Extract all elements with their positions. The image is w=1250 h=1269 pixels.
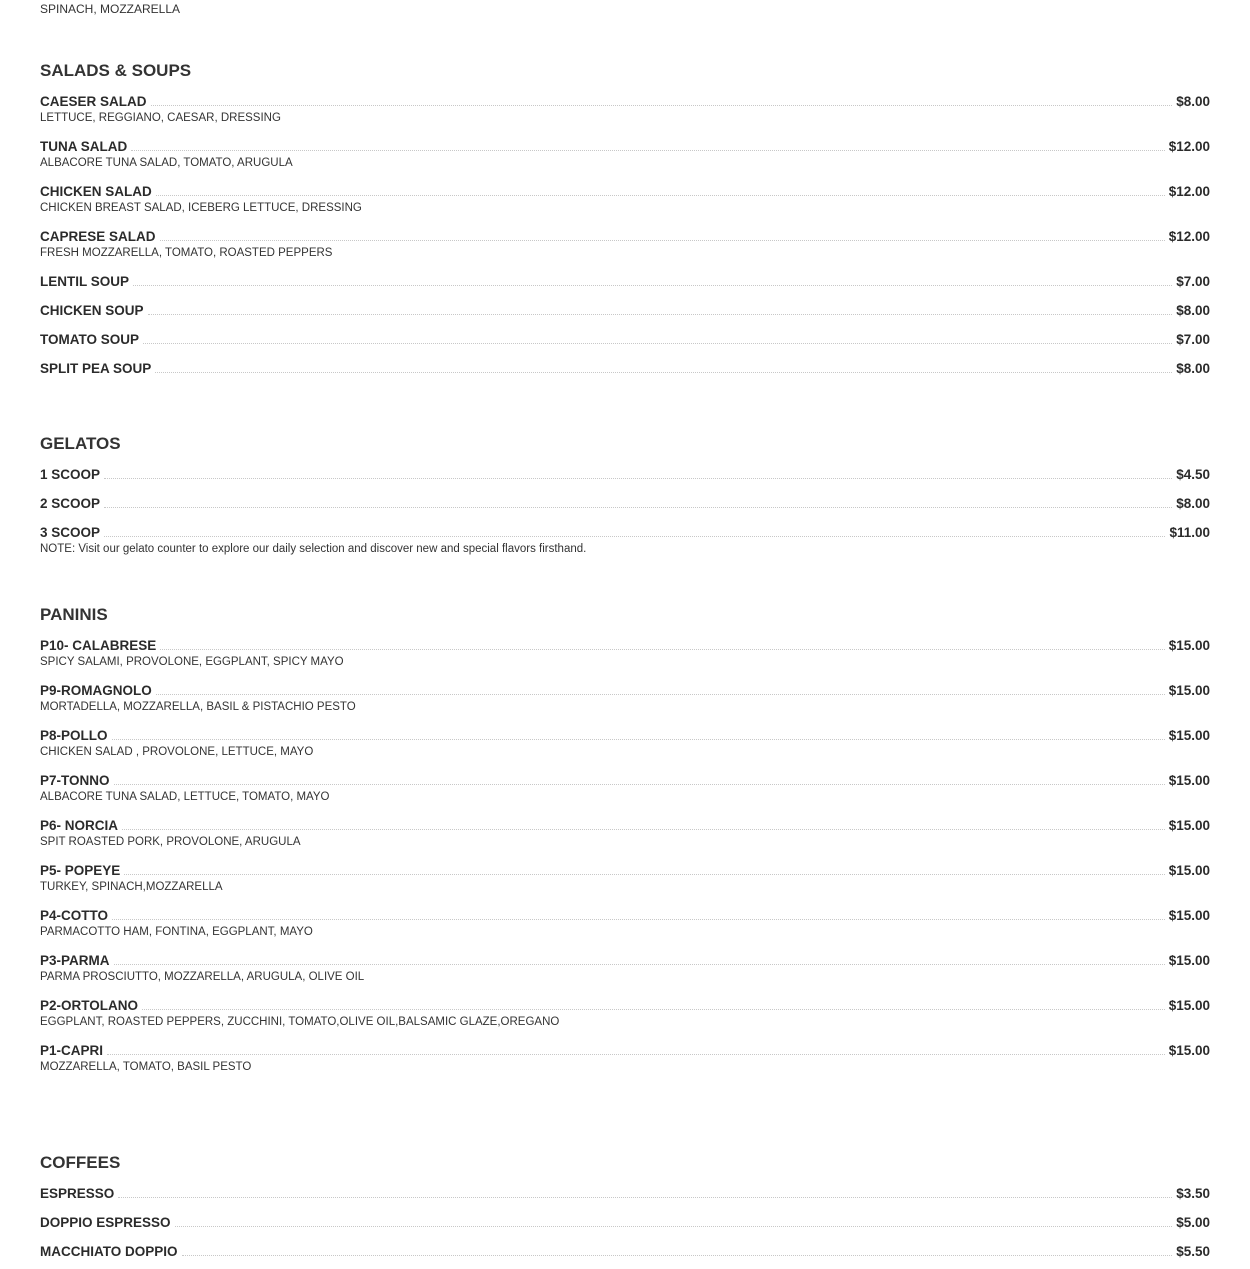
item-price: $12.00 xyxy=(1168,184,1210,199)
item-price: $15.00 xyxy=(1168,1043,1210,1058)
item-description: ALBACORE TUNA SALAD, TOMATO, ARUGULA xyxy=(40,157,293,169)
menu-item xyxy=(40,357,1210,376)
menu-item xyxy=(40,135,1210,171)
menu-item-row xyxy=(40,135,1210,154)
menu-item-row xyxy=(40,859,1210,878)
item-description: TURKEY, SPINACH,MOZZARELLA xyxy=(40,881,223,893)
menu-item-row xyxy=(40,724,1210,743)
item-price: $8.00 xyxy=(1176,303,1210,318)
menu-item-row xyxy=(40,492,1210,511)
menu-item-row xyxy=(40,225,1210,244)
dotted-leader xyxy=(143,342,1172,344)
menu-item xyxy=(40,328,1210,347)
menu-item xyxy=(40,1039,1210,1075)
dotted-leader xyxy=(151,104,1173,106)
menu-item-row xyxy=(40,1182,1210,1201)
menu xyxy=(40,0,1210,1259)
menu-item-row xyxy=(40,270,1210,289)
item-name: MACCHIATO DOPPIO xyxy=(40,1244,178,1259)
menu-item xyxy=(40,949,1210,985)
section-title: SALADS & SOUPS xyxy=(40,61,192,80)
item-description: CHICKEN SALAD , PROVOLONE, LETTUCE, MAYO xyxy=(40,746,314,758)
item-price: $15.00 xyxy=(1168,863,1210,878)
menu-item-row xyxy=(40,328,1210,347)
item-name: 3 SCOOP xyxy=(40,525,101,540)
item-name: CAPRESE SALAD xyxy=(40,229,156,244)
menu-item-row xyxy=(40,769,1210,788)
dotted-leader xyxy=(114,963,1165,965)
dotted-leader xyxy=(160,648,1164,650)
item-price: $12.00 xyxy=(1168,139,1210,154)
dotted-leader xyxy=(107,1053,1165,1055)
menu-item-row xyxy=(40,1240,1210,1259)
dotted-leader xyxy=(124,873,1164,875)
item-price: $7.00 xyxy=(1176,274,1210,289)
dotted-leader xyxy=(175,1225,1173,1227)
menu-item-row xyxy=(40,814,1210,833)
item-name: TOMATO SOUP xyxy=(40,332,140,347)
menu-item xyxy=(40,90,1210,126)
item-price: $15.00 xyxy=(1168,908,1210,923)
item-name: P10- CALABRESE xyxy=(40,638,157,653)
item-name: ESPRESSO xyxy=(40,1186,115,1201)
dotted-leader xyxy=(148,313,1173,315)
item-price: $7.00 xyxy=(1176,332,1210,347)
item-description: SPIT ROASTED PORK, PROVOLONE, ARUGULA xyxy=(40,836,301,848)
section-title: PANINIS xyxy=(40,605,108,624)
menu-section xyxy=(40,1152,1210,1269)
dotted-leader xyxy=(104,535,1165,537)
menu-item-row xyxy=(40,299,1210,318)
menu-item-row xyxy=(40,180,1210,199)
item-name: P4-COTTO xyxy=(40,908,109,923)
menu-item xyxy=(40,463,1210,482)
item-price: $15.00 xyxy=(1168,953,1210,968)
item-description: PARMACOTTO HAM, FONTINA, EGGPLANT, MAYO xyxy=(40,926,313,938)
dotted-leader xyxy=(104,477,1172,479)
menu-item xyxy=(40,769,1210,805)
dotted-leader xyxy=(155,371,1172,373)
menu-item-row xyxy=(40,521,1210,540)
dotted-leader xyxy=(112,918,1165,920)
item-price: $15.00 xyxy=(1168,818,1210,833)
item-price: $8.00 xyxy=(1176,496,1210,511)
item-price: $15.00 xyxy=(1168,773,1210,788)
menu-section xyxy=(40,60,1210,386)
item-name: P2-ORTOLANO xyxy=(40,998,139,1013)
dotted-leader xyxy=(118,1196,1172,1198)
menu-item xyxy=(40,724,1210,760)
item-description: ALBACORE TUNA SALAD, LETTUCE, TOMATO, MAYO xyxy=(40,791,330,803)
dotted-leader xyxy=(142,1008,1165,1010)
item-name: 1 SCOOP xyxy=(40,467,101,482)
menu-item-row xyxy=(40,90,1210,109)
item-description: PARMA PROSCIUTTO, MOZZARELLA, ARUGULA, OLIVE OIL xyxy=(40,971,365,983)
item-price: $15.00 xyxy=(1168,638,1210,653)
item-price: $5.50 xyxy=(1176,1244,1210,1259)
dotted-leader xyxy=(131,149,1164,151)
item-price: $8.00 xyxy=(1176,94,1210,109)
menu-item xyxy=(40,180,1210,216)
item-price: $11.00 xyxy=(1169,525,1210,540)
menu-item xyxy=(40,270,1210,289)
item-name: P1-CAPRI xyxy=(40,1043,104,1058)
item-description: CHICKEN BREAST SALAD, ICEBERG LETTUCE, DRESSING xyxy=(40,202,362,214)
menu-item-row xyxy=(40,904,1210,923)
item-price: $5.00 xyxy=(1176,1215,1210,1230)
menu-item-row xyxy=(40,357,1210,376)
menu-item xyxy=(40,1240,1210,1259)
item-price: $15.00 xyxy=(1168,683,1210,698)
item-price: $3.50 xyxy=(1176,1186,1210,1201)
item-price: $8.00 xyxy=(1176,361,1210,376)
section-note: NOTE: Visit our gelato counter to explore our daily selection and discover new and special flavors firsthand. xyxy=(40,543,587,555)
item-description: MORTADELLA, MOZZARELLA, BASIL & PISTACHIO PESTO xyxy=(40,701,356,713)
item-price: $12.00 xyxy=(1168,229,1210,244)
menu-item xyxy=(40,994,1210,1030)
menu-section xyxy=(40,433,1210,557)
menu-item-row xyxy=(40,679,1210,698)
item-name: LENTIL SOUP xyxy=(40,274,130,289)
section-title: GELATOS xyxy=(40,434,121,453)
menu-item-row xyxy=(40,994,1210,1013)
menu-item xyxy=(40,225,1210,261)
item-description: LETTUCE, REGGIANO, CAESAR, DRESSING xyxy=(40,112,281,124)
menu-item xyxy=(40,679,1210,715)
item-description: MOZZARELLA, TOMATO, BASIL PESTO xyxy=(40,1061,252,1073)
menu-section xyxy=(40,604,1210,1084)
item-price: $15.00 xyxy=(1168,728,1210,743)
menu-item xyxy=(40,521,1210,540)
dotted-leader xyxy=(133,284,1172,286)
item-price: $15.00 xyxy=(1168,998,1210,1013)
item-name: P7-TONNO xyxy=(40,773,110,788)
dotted-leader xyxy=(114,783,1165,785)
menu-item xyxy=(40,814,1210,850)
item-name: SPLIT PEA SOUP xyxy=(40,361,152,376)
item-description: FRESH MOZZARELLA, TOMATO, ROASTED PEPPERS xyxy=(40,247,333,259)
dotted-leader xyxy=(156,194,1165,196)
menu-item-row xyxy=(40,463,1210,482)
item-name: 2 SCOOP xyxy=(40,496,101,511)
item-description: SPINACH, MOZZARELLA xyxy=(40,2,181,16)
menu-item xyxy=(40,1182,1210,1201)
dotted-leader xyxy=(104,506,1172,508)
item-name: CAESER SALAD xyxy=(40,94,147,109)
item-name: CHICKEN SOUP xyxy=(40,303,144,318)
menu-item xyxy=(40,634,1210,670)
item-name: TUNA SALAD xyxy=(40,139,128,154)
item-name: P5- POPEYE xyxy=(40,863,121,878)
item-name: DOPPIO ESPRESSO xyxy=(40,1215,171,1230)
item-price: $4.50 xyxy=(1176,467,1210,482)
section-title: COFFEES xyxy=(40,1153,121,1172)
menu-item-row xyxy=(40,949,1210,968)
menu-item xyxy=(40,299,1210,318)
item-description: EGGPLANT, ROASTED PEPPERS, ZUCCHINI, TOMATO,OLIVE OIL,BALSAMIC GLAZE,OREGANO xyxy=(40,1016,560,1028)
item-name: P8-POLLO xyxy=(40,728,108,743)
menu-item xyxy=(40,859,1210,895)
dotted-leader xyxy=(122,828,1165,830)
menu-item-row xyxy=(40,1211,1210,1230)
menu-item xyxy=(40,904,1210,940)
menu-item-row xyxy=(40,1039,1210,1058)
menu-item xyxy=(40,1211,1210,1230)
dotted-leader xyxy=(156,693,1165,695)
item-name: P3-PARMA xyxy=(40,953,110,968)
menu-item-row xyxy=(40,634,1210,653)
item-name: CHICKEN SALAD xyxy=(40,184,152,199)
item-name: P6- NORCIA xyxy=(40,818,119,833)
dotted-leader xyxy=(112,738,1165,740)
dotted-leader xyxy=(160,239,1165,241)
menu-item xyxy=(40,492,1210,511)
item-name: P9-ROMAGNOLO xyxy=(40,683,152,698)
item-description: SPICY SALAMI, PROVOLONE, EGGPLANT, SPICY MAYO xyxy=(40,656,344,668)
